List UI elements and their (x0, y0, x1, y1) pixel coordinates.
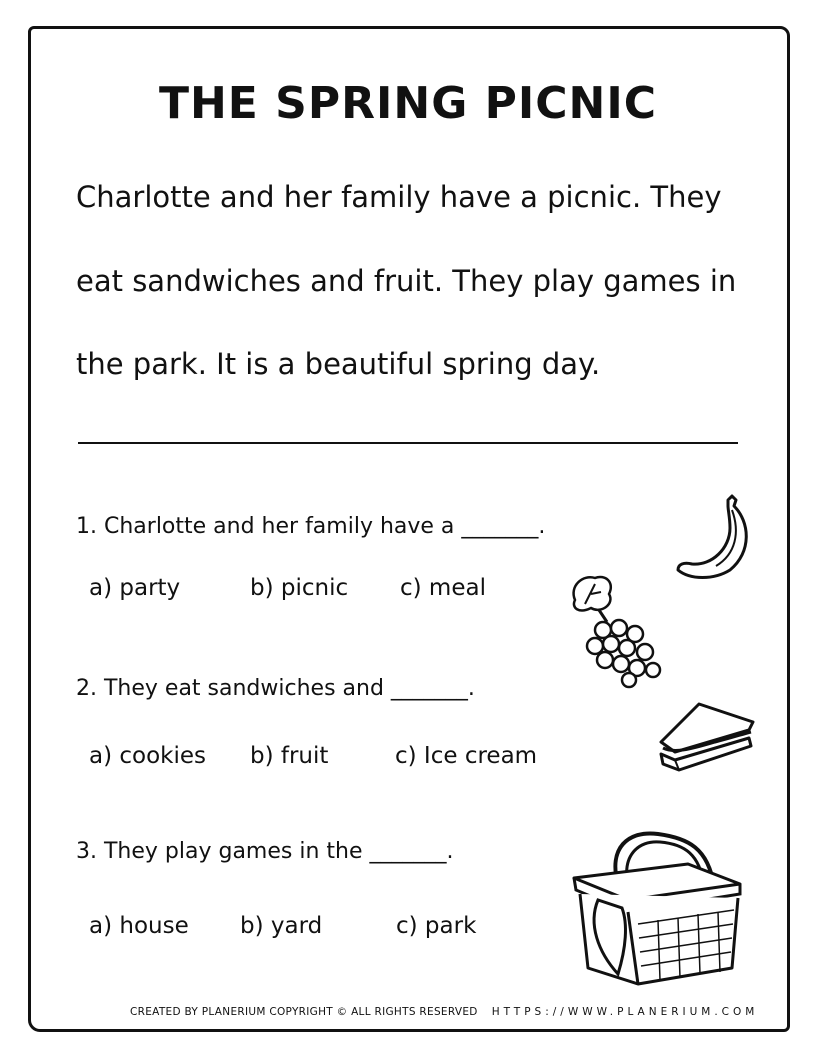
question-2: 2. They eat sandwiches and _______. (76, 676, 475, 701)
option: b) fruit (250, 743, 329, 769)
footer-credit: CREATED BY PLANERIUM COPYRIGHT © ALL RIGHTS RESERVED (130, 1006, 478, 1018)
grapes-illustration (565, 570, 665, 690)
option: c) meal (400, 575, 486, 601)
option: a) cookies (89, 743, 207, 769)
passage-line: eat sandwiches and fruit. They play games in (76, 264, 737, 298)
footer-url[interactable]: HTTPS://WWW.PLANERIUM.COM (491, 1006, 759, 1018)
option: b) yard (240, 913, 323, 939)
worksheet-title: THE SPRING PICNIC (158, 78, 658, 129)
sandwich-illustration (655, 698, 760, 780)
question-3: 3. They play games in the _______. (76, 839, 454, 864)
footer (130, 1006, 758, 1018)
option: c) Ice cream (395, 743, 538, 769)
banana-illustration (670, 492, 760, 584)
option: b) picnic (250, 575, 349, 601)
passage-line: the park. It is a beautiful spring day. (76, 347, 601, 381)
picnic-basket-illustration (568, 828, 746, 988)
passage-line: Charlotte and her family have a picnic. They (76, 180, 722, 214)
option: a) party (89, 575, 181, 601)
option: c) park (396, 913, 477, 939)
option: a) house (89, 913, 189, 939)
divider (78, 442, 738, 444)
question-1: 1. Charlotte and her family have a _______. (76, 514, 546, 539)
